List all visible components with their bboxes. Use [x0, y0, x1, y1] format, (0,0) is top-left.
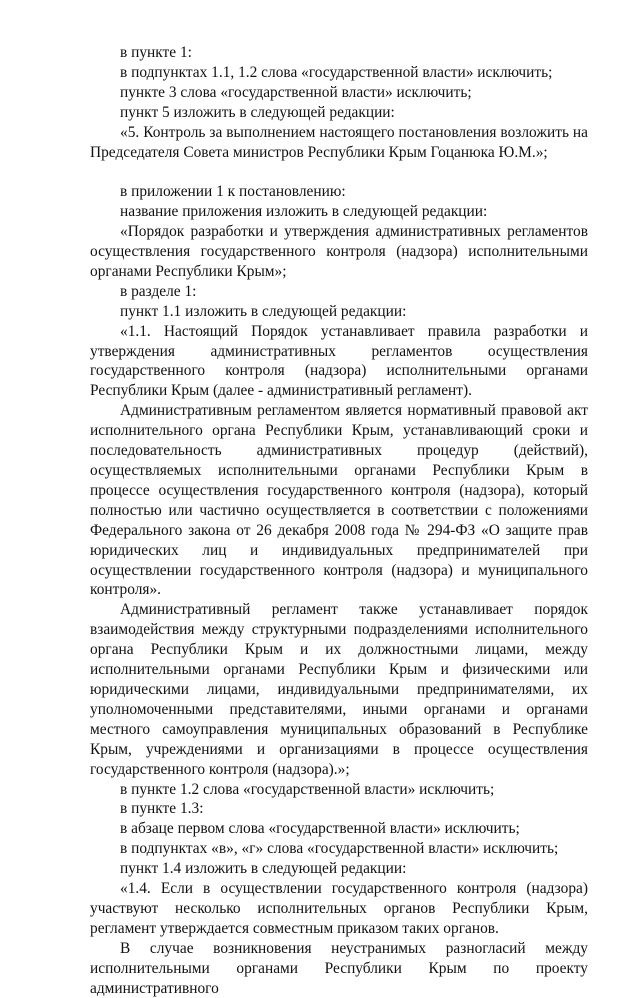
paragraph: пункт 5 изложить в следующей редакции: [120, 103, 395, 121]
paragraph: пункт 1.1 изложить в следующей редакции: [120, 302, 407, 320]
paragraph: в пункте 1.2 слова «государственной власти» исключить; [120, 780, 495, 798]
paragraph: в подпунктах 1.1, 1.2 слова «государственной власти» исключить; [120, 63, 553, 81]
paragraph: в приложении 1 к постановлению: [120, 183, 346, 201]
paragraph: В случае возникновения неустранимых разногласий между исполнительными органами Республики Крым по проекту административного [90, 939, 588, 997]
paragraph: в подпунктах «в», «г» слова «государственной власти» исключить; [120, 840, 559, 858]
paragraph: пункте 3 слова «государственной власти» исключить; [120, 83, 472, 101]
paragraph: пункт 1.4 изложить в следующей редакции: [120, 860, 407, 878]
paragraph: Административным регламентом является нормативный правовой акт исполнительного органа Республики Крым, устанавливающий сроки и последовательность административных процедур (действий), осуществляемых исполнительными органами Республики Крым в процессе осуществления государственного контроля (надзора), который полностью или частично осуществляется в соответствии с положениями Федерального закона от 26 декабря 2008 года № 294-ФЗ «О защите прав юридических лиц и индивидуальных предпринимателей при осуществлении государственного контроля (надзора) и муниципального контроля». [90, 402, 588, 599]
paragraph: в разделе 1: [120, 282, 197, 300]
document-body [90, 43, 588, 998]
paragraph: «Порядок разработки и утверждения административных регламентов осуществления государственного контроля (надзора) исполнительными органами Республики Крым»; [90, 223, 588, 280]
paragraph: название приложения изложить в следующей редакции: [120, 203, 488, 221]
paragraph: «1.1. Настоящий Порядок устанавливает правила разработки и утверждения административных регламентов осуществления государственного контроля (надзора) исполнительными органами Республики Крым (далее - административный регламент). [90, 322, 588, 400]
paragraph: в пункте 1.3: [120, 800, 204, 818]
paragraph: в пункте 1: [120, 44, 192, 61]
paragraph: в абзаце первом слова «государственной власти» исключить; [120, 820, 520, 838]
paragraph: «5. Контроль за выполнением настоящего постановления возложить на Председателя Совета министров Республики Крым Гоцанюка Ю.М.»; [90, 123, 588, 161]
paragraph: Административный регламент также устанавливает порядок взаимодействия между структурными подразделениями исполнительного органа Республики Крым и их должностными лицами, между исполнительными органами Республики Крым и физическими или юридическими лицами, индивидуальными предпринимателями, их уполномоченными представителями, иными органами и органами местного самоуправления муниципальных образований в Республике Крым, учреждениями и организациями в процессе осуществления государственного контроля (надзора).»; [90, 601, 588, 778]
paragraph: «1.4. Если в осуществлении государственного контроля (надзора) участвуют несколько исполнительных органов Республики Крым, регламент утверждается совместным приказом таких органов. [90, 880, 588, 937]
